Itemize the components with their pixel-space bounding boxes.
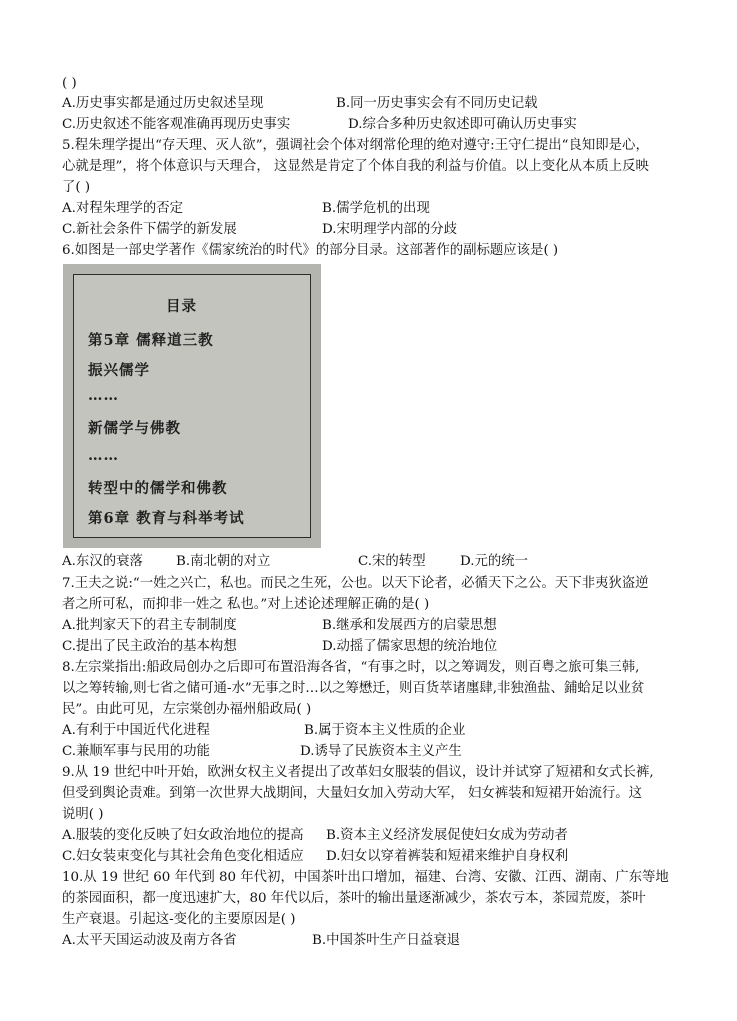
toc-title: 目录 (166, 298, 197, 315)
q10-stem-line-1: 10.从 19 世纪 60 年代到 80 年代初，中国茶叶出口增加，福建、台湾、安徽、江西、湖南、广东等地 (62, 870, 669, 885)
q9-stem-line-2: 但受到舆论责难。到第一次世界大战期间，大量妇女加入劳动大军， 妇女裤装和短裙开始流行。这 (62, 786, 643, 801)
q9-option-d: D.妇女以穿着裤装和短裙来维护自身权利 (326, 849, 569, 864)
q5-stem-line-1: 5.程朱理学提出“存天理、灭人欲”，强调社会个体对纲常伦理的绝对遵守:王守仁提出“良知即是心， (62, 138, 649, 153)
q10-option-a: A.太平天国运动波及南方各省 (62, 933, 237, 948)
q7-option-d: D.动摇了儒家思想的统治地位 (322, 639, 498, 654)
q5-stem-line-3: 了( ) (62, 180, 91, 195)
toc-line-6: 转型中的儒学和佛教 (88, 480, 228, 497)
q6-stem: 6.如图是一部史学著作《儒家统治的时代》的部分目录。这部著作的副标题应该是( ) (62, 243, 559, 258)
q9-option-c: C.妇女装束变化与其社会角色变化相适应 (62, 849, 304, 864)
q4-option-d: D.综合多种历史叙述即可确认历史事实 (348, 117, 577, 132)
q8-option-d: D.诱导了民族资本主义产生 (300, 744, 462, 759)
q6-option-a: A.东汉的衰落 (62, 554, 143, 569)
q4-stem-end: ( ) (62, 76, 77, 91)
q6-option-c: C.宋的转型 (358, 554, 426, 569)
q9-stem-line-1: 9.从 19 世纪中叶开始，欧洲女权主义者提出了改革妇女服装的倡议，设计并试穿了短裙和女式长裤, (62, 765, 654, 780)
q10-option-b: B.中国茶叶生产日益衰退 (312, 933, 461, 948)
q7-option-b: B.继承和发展西方的启蒙思想 (322, 618, 497, 633)
q10-stem-line-2: 的茶园面积，都一度迅速扩大，80 年代以后，茶叶的输出量逐渐减少，茶农亏本，茶园荒废，茶叶 (62, 891, 646, 906)
q6-option-d: D.元的统一 (460, 554, 529, 569)
table-of-contents-photo (63, 264, 321, 548)
q4-option-a: A.历史事实都是通过历史叙述呈现 (62, 96, 264, 111)
q9-option-b: B.资本主义经济发展促使妇女成为劳动者 (326, 828, 568, 843)
q7-option-a: A.批判家天下的君主专制制度 (62, 618, 237, 633)
q7-option-c: C.提出了民主政治的基本构想 (62, 639, 237, 654)
q8-stem-line-2: 以之筹转输,则七省之储可通-水”无事之时…以之筹懋迁，则百货萃诸廛肆,非独渔盐、鋪蛤足以业贫 (62, 681, 645, 696)
q10-stem-line-3: 生产衰退。引起这-变化的主要原因是( ) (62, 912, 296, 927)
toc-line-7: 第6章 教育与科举考试 (88, 510, 245, 527)
q5-option-c: C.新社会条件下儒学的新发展 (62, 222, 237, 237)
q4-option-c: C.历史叙述不能客观准确再现历史事实 (62, 117, 291, 132)
q5-option-d: D.宋明理学内部的分歧 (322, 222, 458, 237)
q8-stem-line-1: 8.左宗棠指出:船政局创办之后即可布置沿海各省，“有事之时，以之筹调发，则百粤之旅可集三韩, (62, 660, 640, 675)
q8-option-b: B.属于资本主义性质的企业 (304, 723, 466, 738)
q5-option-b: B.儒学危机的出现 (322, 201, 430, 216)
toc-line-4: 新儒学与佛教 (88, 420, 181, 437)
toc-line-1: 第5章 儒释道三教 (88, 332, 214, 349)
q8-option-c: C.兼顺军事与民用的功能 (62, 744, 210, 759)
q6-option-b: B.南北朝的对立 (176, 554, 271, 569)
toc-line-2: 振兴儒学 (88, 362, 150, 379)
toc-frame (73, 274, 311, 538)
toc-line-5: …… (88, 447, 119, 464)
q9-option-a: A.服装的变化反映了妇女政治地位的提高 (62, 828, 304, 843)
toc-line-3: …… (88, 387, 119, 404)
q7-stem-line-1: 7.王夫之说:“一姓之兴亡，私也。而民之生死，公也。以天下论者，必循天下之公。天下非夷狄盗逆 (62, 576, 649, 591)
q5-option-a: A.对程朱理学的否定 (62, 201, 184, 216)
q4-option-b: B.同一历史事实会有不同历史记载 (336, 96, 538, 111)
q8-option-a: A.有利于中国近代化进程 (62, 723, 210, 738)
q8-stem-line-3: 民”。由此可见，左宗棠创办福州船政局( ) (62, 702, 312, 717)
q5-stem-line-2: 心就是理”，将个体意识与天理合， 这显然是肯定了个体自我的利益与价值。以上变化从本质上反映 (62, 159, 649, 174)
q9-stem-line-3: 说明( ) (62, 807, 104, 822)
q7-stem-line-2: 者之所可私，而抑非一姓之 私也。”对上述论述理解正确的是( ) (62, 597, 430, 612)
